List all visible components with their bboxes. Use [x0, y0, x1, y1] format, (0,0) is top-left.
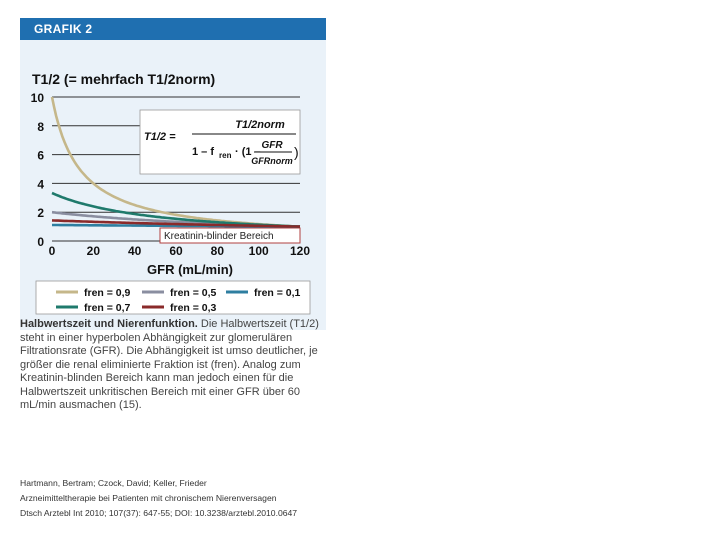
annotation-label: Kreatinin-blinder Bereich	[164, 231, 274, 242]
formula-numerator: T1/2norm	[235, 119, 285, 131]
x-tick-label: 20	[86, 244, 101, 258]
formula-gfr: GFR	[261, 140, 283, 151]
figure-caption	[20, 318, 326, 413]
source-credit	[20, 476, 297, 521]
credit-citation: Dtsch Arztebl Int 2010; 107(37): 647-55; DOI: 10.3238/arztebl.2010.0647	[20, 508, 298, 518]
x-tick-label: 0	[48, 244, 56, 258]
chart	[20, 40, 326, 330]
formula-gfr-norm: GFRnorm	[251, 156, 293, 166]
x-tick-label: 40	[127, 244, 142, 258]
formula-denominator: 1 – f	[192, 146, 215, 158]
x-axis-title: GFR (mL/min)	[147, 262, 233, 277]
y-axis-title: T1/2 (= mehrfach T1/2norm)	[32, 71, 216, 87]
formula-subscript: ren	[219, 151, 232, 160]
credit-authors: Hartmann, Bertram; Czock, David; Keller, Frieder	[20, 478, 207, 488]
y-tick-label: 4	[37, 177, 44, 192]
legend-label-4: fren = 0,3	[170, 302, 217, 314]
legend-label-3: fren = 0,7	[84, 302, 131, 314]
figure	[20, 18, 326, 410]
y-tick-label: 6	[37, 148, 44, 163]
y-tick-label: 10	[30, 91, 44, 105]
credit-title: Arzneimitteltherapie bei Patienten mit chronischem Nierenversagen	[20, 493, 277, 503]
y-tick-label: 2	[37, 206, 44, 221]
y-tick-label: 0	[37, 235, 44, 249]
x-tick-label: 120	[289, 244, 311, 258]
legend-label-2: fren = 0,1	[254, 287, 301, 299]
plot-panel	[20, 40, 326, 330]
figure-header	[20, 18, 326, 40]
caption-text: Die Halbwertszeit (T1/2) steht in einer hyperbolen Abhängigkeit zur glomerulären Filtrationsrate (GFR). Die Abhängigkeit ist umso deutlicher, je größer die renal eliminierte Fraktion ist (fren). Analog zum Kreatinin-blinden Bereich kann man jedoch einen für die Halbwertszeit unkritischen Bereich mit einer GFR über 60 mL/min ausmachen (15).	[20, 318, 319, 411]
formula-lhs: T1/2 =	[144, 131, 176, 143]
x-tick-label: 60	[169, 244, 183, 258]
caption-heading: Halbwertszeit und Nierenfunktion.	[20, 318, 198, 330]
formula-close: )	[294, 144, 299, 160]
y-tick-label: 8	[37, 119, 44, 134]
legend-label-0: fren = 0,9	[84, 287, 131, 299]
x-tick-label: 80	[210, 244, 225, 258]
formula-inner: · (1 –	[235, 146, 261, 158]
legend-label-1: fren = 0,5	[170, 287, 217, 299]
figure-label: GRAFIK 2	[34, 22, 93, 36]
x-tick-label: 100	[248, 244, 269, 258]
